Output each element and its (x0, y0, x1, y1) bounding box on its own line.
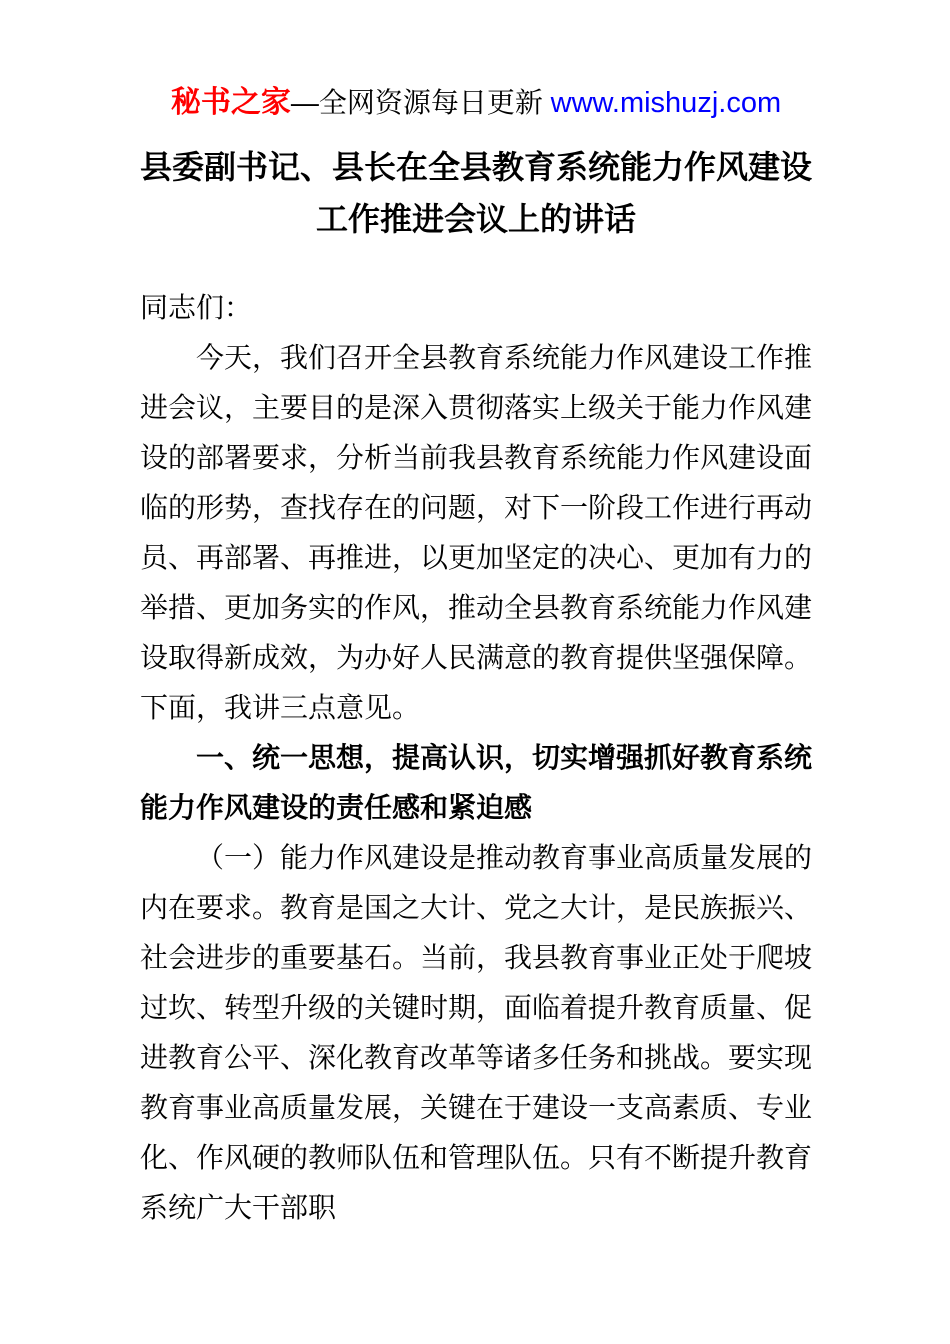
site-brand: 秘书之家 (170, 86, 291, 119)
document-title: 县委副书记、县长在全县教育系统能力作风建设工作推进会议上的讲话 (140, 149, 813, 237)
document-body (140, 283, 812, 1233)
paragraph-subsection-one: （一）能力作风建设是推动教育事业高质量发展的内在要求。教育是国之大计、党之大计，是民族振兴、社会进步的重要基石。当前，我县教育事业正处于爬坡过坎、转型升级的关键时期，面临着提升教育质量、促进教育公平、深化教育改革等诸多任务和挑战。要实现教育事业高质量发展，关键在于建设一支高素质、专业化、作风硬的教师队伍和管理队伍。只有不断提升教育系统广大干部职 (140, 842, 813, 1223)
site-tagline: —全网资源每日更新 (290, 87, 551, 118)
section-heading-one: 一、统一思想，提高认识，切实增强抓好教育系统能力作风建设的责任感和紧迫感 (140, 742, 813, 823)
site-header (140, 85, 812, 121)
paragraph-salutation: 同志们： (140, 292, 253, 323)
site-url-link[interactable]: www.mishuzj.com (550, 87, 782, 119)
paragraph-opening: 今天，我们召开全县教育系统能力作风建设工作推进会议，主要目的是深入贯彻落实上级关于能力作风建设的部署要求，分析当前我县教育系统能力作风建设面临的形势，查找存在的问题，对下一阶段工作进行再动员、再部署、再推进，以更加坚定的决心、更加有力的举措、更加务实的作风，推动全县教育系统能力作风建设取得新成效，为办好人民满意的教育提供坚强保障。下面，我讲三点意见。 (140, 342, 813, 723)
